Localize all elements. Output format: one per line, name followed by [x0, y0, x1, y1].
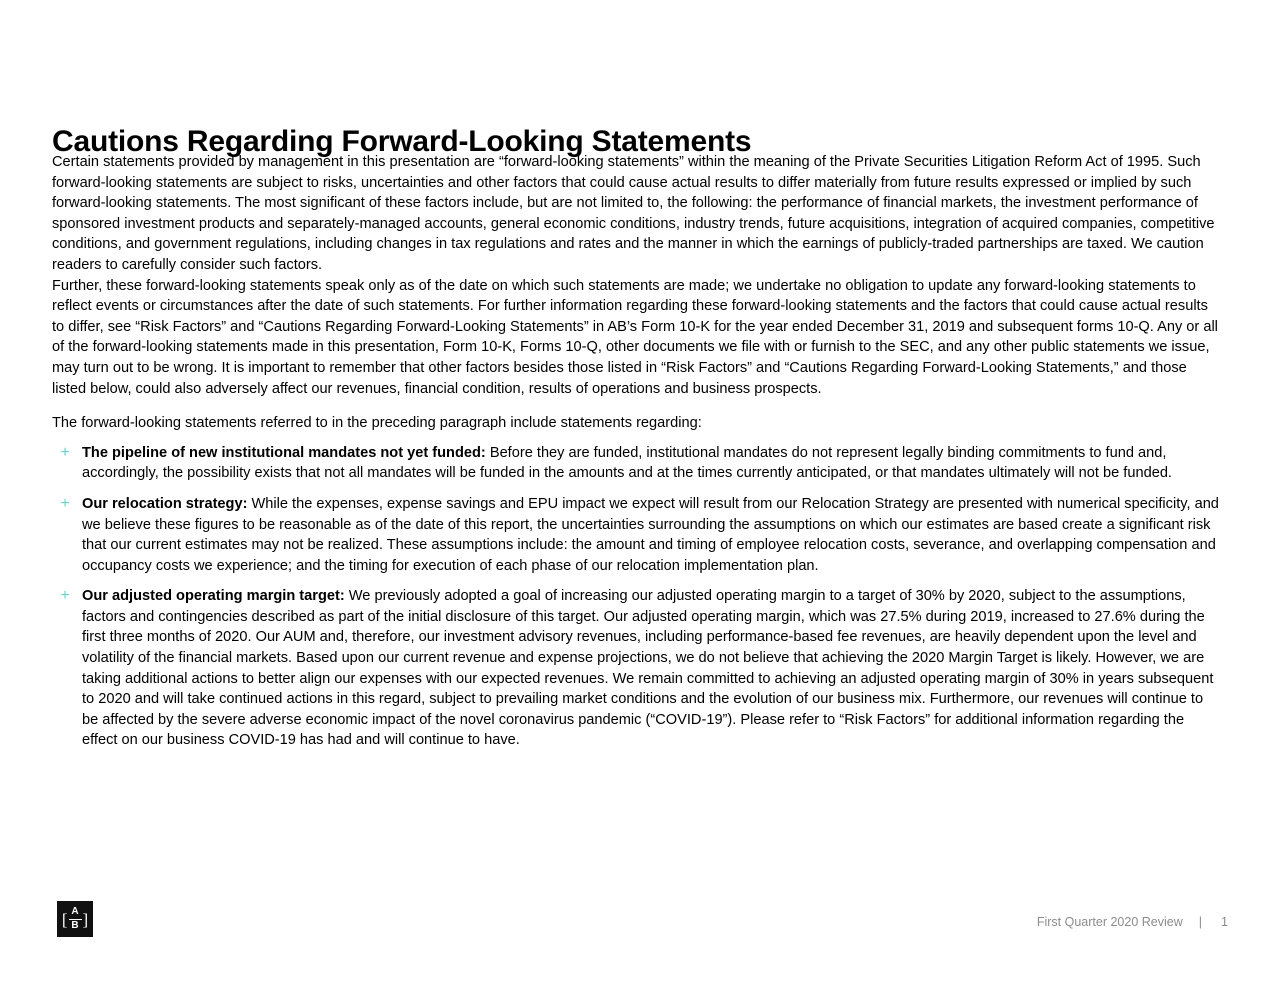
- footer-separator: |: [1198, 915, 1202, 929]
- list-item: [52, 586, 1220, 751]
- list-item: [52, 494, 1220, 576]
- footer-meta: [1037, 915, 1228, 929]
- bracket-left-glyph: [: [61, 909, 68, 929]
- ab-logo: [57, 901, 93, 937]
- page-title: Cautions Regarding Forward-Looking Statements: [52, 125, 752, 159]
- slide-footer: [0, 869, 1280, 989]
- plus-icon: +: [60, 494, 70, 512]
- ab-logo-mark: [62, 906, 88, 932]
- logo-letter-b: B: [71, 920, 79, 931]
- logo-letter-a: A: [71, 906, 79, 917]
- bullet-heading: Our adjusted operating margin target:: [82, 588, 345, 605]
- page-number: 1: [1221, 915, 1228, 929]
- slide-body: [52, 152, 1220, 751]
- ab-logo-letters: [69, 907, 82, 931]
- intro-paragraph-2: Further, these forward-looking statements speak only as of the date on which such statements are made; we undertake no obligation to update any forward-looking statements to reflect events or circumstances after the date of such statements. For further information regarding these forward-looking statements and the factors that could cause actual results to differ, see “Risk Factors” and “Cautions Regarding Forward-Looking Statements” in AB’s Form 10-K for the year ended December 31, 2019 and subsequent forms 10-Q. Any or all of the forward-looking statements made in this presentation, Form 10-K, Forms 10-Q, other documents we file with or furnish to the SEC, and any other public statements we issue, may turn out to be wrong. It is important to remember that other factors besides those listed in “Risk Factors” and “Cautions Regarding Forward-Looking Statements,” and those listed below, could also adversely affect our revenues, financial condition, results of operations and business prospects.: [52, 277, 1218, 397]
- lead-in-text: The forward-looking statements referred to in the preceding paragraph include statements regarding:: [52, 415, 702, 432]
- plus-icon: +: [60, 443, 70, 461]
- bullet-text: While the expenses, expense savings and EPU impact we expect will result from our Relocation Strategy are presented with numerical specificity, and we believe these figures to be reasonable as of the date of this report, the uncertainties surrounding the assumptions on which our estimates are based create a significant risk that our current estimates may not be realized. These assumptions include: the amount and timing of employee relocation costs, severance, and overlapping compensation and occupancy costs we experience; and the timing for execution of each phase of our relocation implementation plan.: [82, 495, 1219, 574]
- plus-icon: +: [60, 587, 70, 605]
- list-item: [52, 443, 1220, 484]
- bullet-text: We previously adopted a goal of increasing our adjusted operating margin to a target of 30% by 2020, subject to the assumptions, factors and contingencies described as part of the initial disclosure of this target. Our adjusted operating margin, which was 27.5% during 2019, increased to 27.6% during the first three months of 2020. Our AUM and, therefore, our investment advisory revenues, including performance-based fee revenues, are heavily dependent upon the level and volatility of the financial markets. Based upon our current revenue and expense projections, we do not believe that achieving the 2020 Margin Target is likely. However, we are taking additional actions to better align our expenses with our expected revenues. We remain committed to achieving an adjusted operating margin of 30% in years subsequent to 2020 and will take continued actions in this regard, subject to prevailing market conditions and the evolution of our business mix. Furthermore, our revenues will continue to be affected by the severe adverse economic impact of the novel coronavirus pandemic (“COVID-19”). Please refer to “Risk Factors” for additional information regarding the effect on our business COVID-19 has had and will continue to have.: [82, 588, 1214, 749]
- bullet-heading: Our relocation strategy:: [82, 495, 248, 512]
- deck-name-label: First Quarter 2020 Review: [1036, 915, 1183, 929]
- risk-factor-list: [52, 443, 1220, 751]
- paragraph-spacer: [52, 399, 1220, 413]
- bullet-heading: The pipeline of new institutional mandates not yet funded:: [82, 444, 486, 461]
- intro-paragraph-1: Certain statements provided by management in this presentation are “forward-looking statements” within the meaning of the Private Securities Litigation Reform Act of 1995. Such forward-looking statements are subject to risks, uncertainties and other factors that could cause actual results to differ materially from future results expressed or implied by such forward-looking statements. The most significant of these factors include, but are not limited to, the following: the performance of financial markets, the investment performance of sponsored investment products and separately-managed accounts, general economic conditions, industry trends, future acquisitions, integration of acquired companies, competitive conditions, and government regulations, including changes in tax regulations and rates and the manner in which the earnings of publicly-traded partnerships are taxed. We caution readers to carefully consider such factors.: [52, 154, 1215, 273]
- bracket-right-glyph: ]: [82, 909, 89, 929]
- bullet-text: Before they are funded, institutional mandates do not represent legally binding commitments to fund and, accordingly, the possibility exists that not all mandates will be funded in the amounts and at the times currently anticipated, or that mandates ultimately will not be funded.: [82, 444, 1172, 482]
